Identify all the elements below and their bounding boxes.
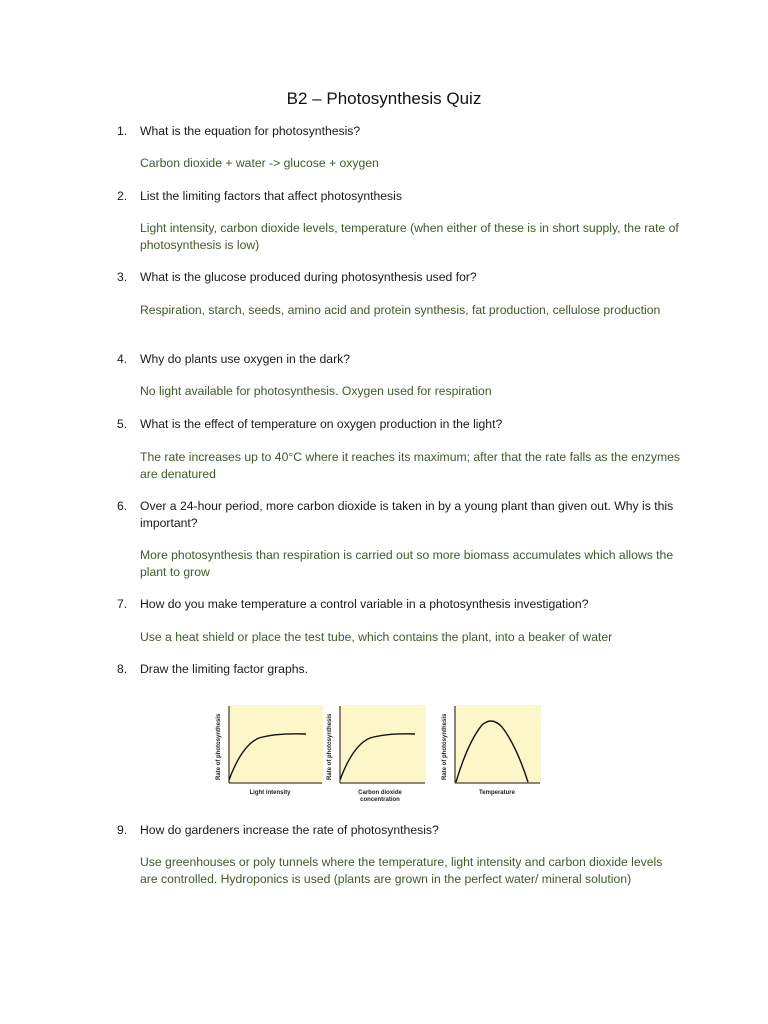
question-number: 6. (117, 499, 128, 513)
page-title: B2 – Photosynthesis Quiz (286, 89, 482, 108)
y-axis-label: Rate of photosynthesis (216, 713, 222, 780)
graph-plot (325, 700, 437, 788)
question-number: 1. (117, 124, 128, 138)
question-text: Over a 24-hour period, more carbon dioxide is taken in by a young plant than given out. Why is this important? (140, 499, 674, 530)
question-number: 8. (117, 662, 128, 676)
answer-3: Respiration, starch, seeds, amino acid and protein synthesis, fat production, cellulose production (140, 303, 661, 317)
answer-7: Use a heat shield or place the test tube, which contains the plant, into a beaker of water (140, 630, 613, 644)
question-text: How do you make temperature a control variable in a photosynthesis investigation? (140, 597, 589, 611)
question-7 (117, 596, 677, 613)
question-text: How do gardeners increase the rate of photosynthesis? (140, 823, 439, 837)
question-number: 9. (117, 823, 128, 837)
question-9 (117, 822, 677, 839)
x-axis-label: Temperature (479, 790, 515, 796)
question-8 (117, 661, 677, 678)
y-axis-label: Rate of photosynthesis (327, 713, 333, 780)
graph-background (229, 705, 323, 783)
x-axis-label: Light intensity (249, 790, 291, 796)
question-number: 2. (117, 189, 128, 203)
answer-5: The rate increases up to 40°C where it reaches its maximum; after that the rate falls as the enzymes are denatured (140, 450, 681, 481)
graph-background (455, 705, 541, 783)
question-1 (117, 123, 677, 140)
answer-6: More photosynthesis than respiration is carried out so more biomass accumulates which allows the plant to grow (140, 548, 674, 579)
graph-carbon-dioxide (325, 700, 437, 808)
question-text: What is the effect of temperature on oxygen production in the light? (140, 417, 503, 431)
question-number: 7. (117, 597, 128, 611)
question-4 (117, 351, 677, 368)
answer-2: Light intensity, carbon dioxide levels, temperature (when either of these is in short supply, the rate of photosynthesis is low) (140, 221, 679, 252)
x-axis-label-line2: concentration (360, 797, 400, 803)
answer-9: Use greenhouses or poly tunnels where the temperature, light intensity and carbon dioxide levels are controlled. Hydroponics is used (plants are grown in the perfect water/ mineral solution) (140, 855, 663, 886)
y-axis-label: Rate of photosynthesis (442, 713, 448, 780)
question-3 (117, 269, 677, 286)
question-text: What is the equation for photosynthesis? (140, 124, 361, 138)
question-number: 3. (117, 270, 128, 284)
question-text: What is the glucose produced during photosynthesis used for? (140, 270, 477, 284)
answer-4: No light available for photosynthesis. Oxygen used for respiration (140, 384, 492, 398)
graph-plot (440, 700, 552, 788)
question-5 (117, 416, 677, 433)
graph-background (340, 705, 426, 783)
question-text: List the limiting factors that affect photosynthesis (140, 189, 402, 203)
graph-plot (214, 700, 326, 788)
answer-1: Carbon dioxide + water -> glucose + oxygen (140, 156, 379, 170)
question-6 (117, 498, 677, 531)
x-axis-label-line1: Carbon dioxide (358, 790, 402, 796)
question-2 (117, 188, 677, 205)
question-text: Draw the limiting factor graphs. (140, 662, 308, 676)
x-axis-label (337, 790, 423, 804)
graph-light-intensity (214, 700, 326, 808)
question-number: 5. (117, 417, 128, 431)
graph-temperature (440, 700, 552, 808)
question-number: 4. (117, 352, 128, 366)
question-text: Why do plants use oxygen in the dark? (140, 352, 351, 366)
